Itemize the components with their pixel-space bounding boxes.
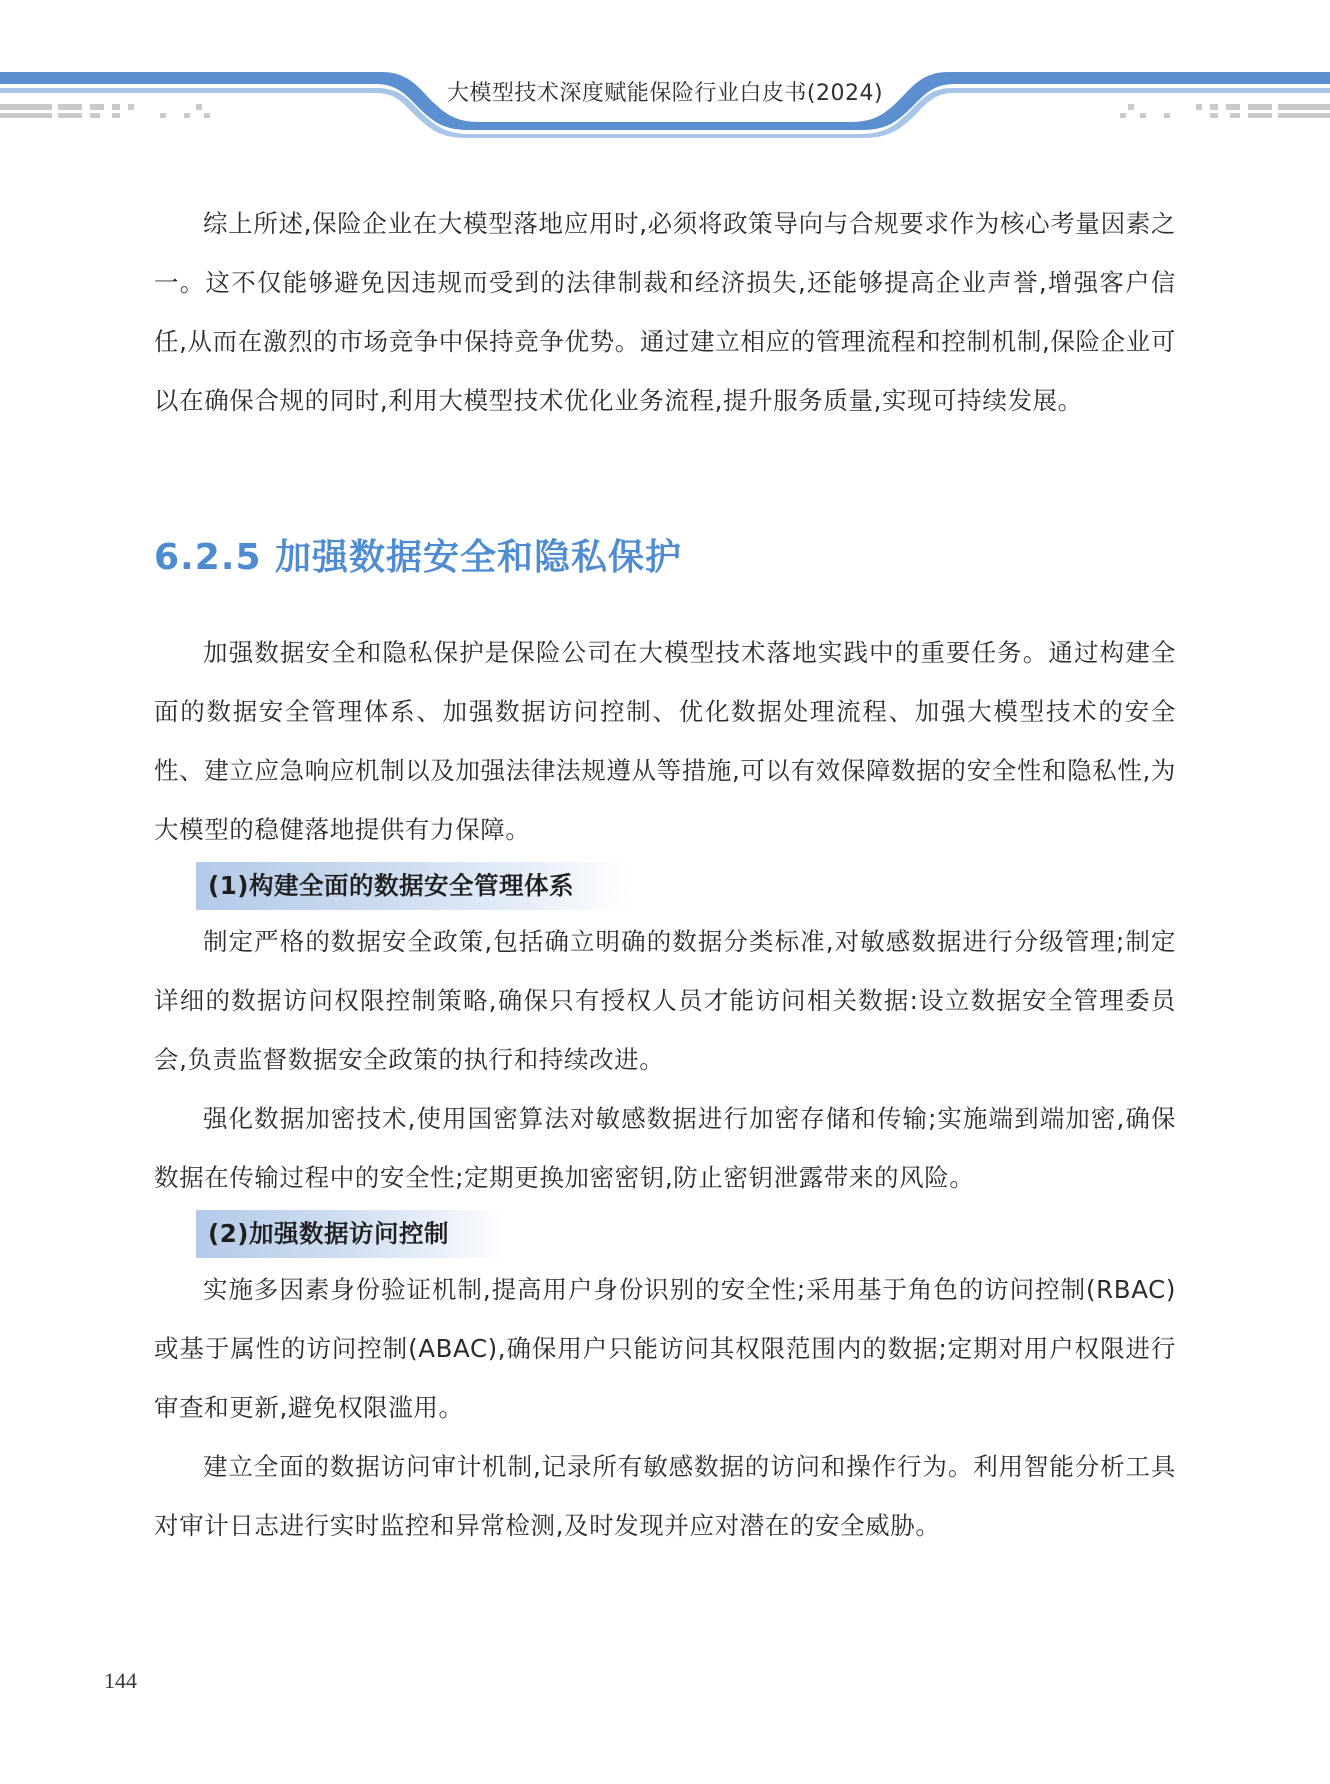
intro-paragraph: 综上所述,保险企业在大模型落地应用时,必须将政策导向与合规要求作为核心考量因素之一。这不仅能够避免因违规而受到的法律制裁和经济损失,还能够提高企业声誉,增强客户信任,从而在激烈的市场竞争中保持竞争优势。通过建立相应的管理流程和控制机制,保险企业可以在确保合规的同时,利用大模型技术优化业务流程,提升服务质量,实现可持续发展。 xyxy=(154,209,1176,415)
section-intro-paragraph: 加强数据安全和隐私保护是保险公司在大模型技术落地实践中的重要任务。通过构建全面的数据安全管理体系、加强数据访问控制、优化数据处理流程、加强大模型技术的安全性、建立应急响应机制以及加强法律法规遵从等措施,可以有效保障数据的安全性和隐私性,为大模型的稳健落地提供有力保障。 xyxy=(154,638,1176,844)
subsection-2-paragraph-1: 实施多因素身份验证机制,提高用户身份识别的安全性;采用基于角色的访问控制(RBAC)或基于属性的访问控制(ABAC),确保用户只能访问其权限范围内的数据;定期对用户权限进行审查和更新,避免权限滥用。 xyxy=(154,1275,1176,1422)
section-title: 6.2.5 加强数据安全和隐私保护 xyxy=(154,537,683,578)
page-header xyxy=(0,0,1330,140)
subsection-1-paragraph-2: 强化数据加密技术,使用国密算法对敏感数据进行加密存储和传输;实施端到端加密,确保数据在传输过程中的安全性;定期更换加密密钥,防止密钥泄露带来的风险。 xyxy=(154,1104,1176,1192)
intro-block xyxy=(154,194,1176,430)
header-title: 大模型技术深度赋能保险行业白皮书(2024) xyxy=(446,81,884,106)
section-body xyxy=(154,623,1176,1555)
subsection-1-paragraph-1: 制定严格的数据安全政策,包括确立明确的数据分类标准,对敏感数据进行分级管理;制定详细的数据访问权限控制策略,确保只有授权人员才能访问相关数据:设立数据安全管理委员会,负责监督数据安全政策的执行和持续改进。 xyxy=(154,927,1176,1074)
subsection-heading-1: (1)构建全面的数据安全管理体系 xyxy=(196,862,632,910)
subsection-2-paragraph-2: 建立全面的数据访问审计机制,记录所有敏感数据的访问和操作行为。利用智能分析工具对审计日志进行实时监控和异常检测,及时发现并应对潜在的安全威胁。 xyxy=(154,1452,1176,1540)
subsection-heading-2: (2)加强数据访问控制 xyxy=(196,1210,507,1258)
header-band-graphic xyxy=(0,0,1330,140)
page-number: 144 xyxy=(104,1668,137,1693)
